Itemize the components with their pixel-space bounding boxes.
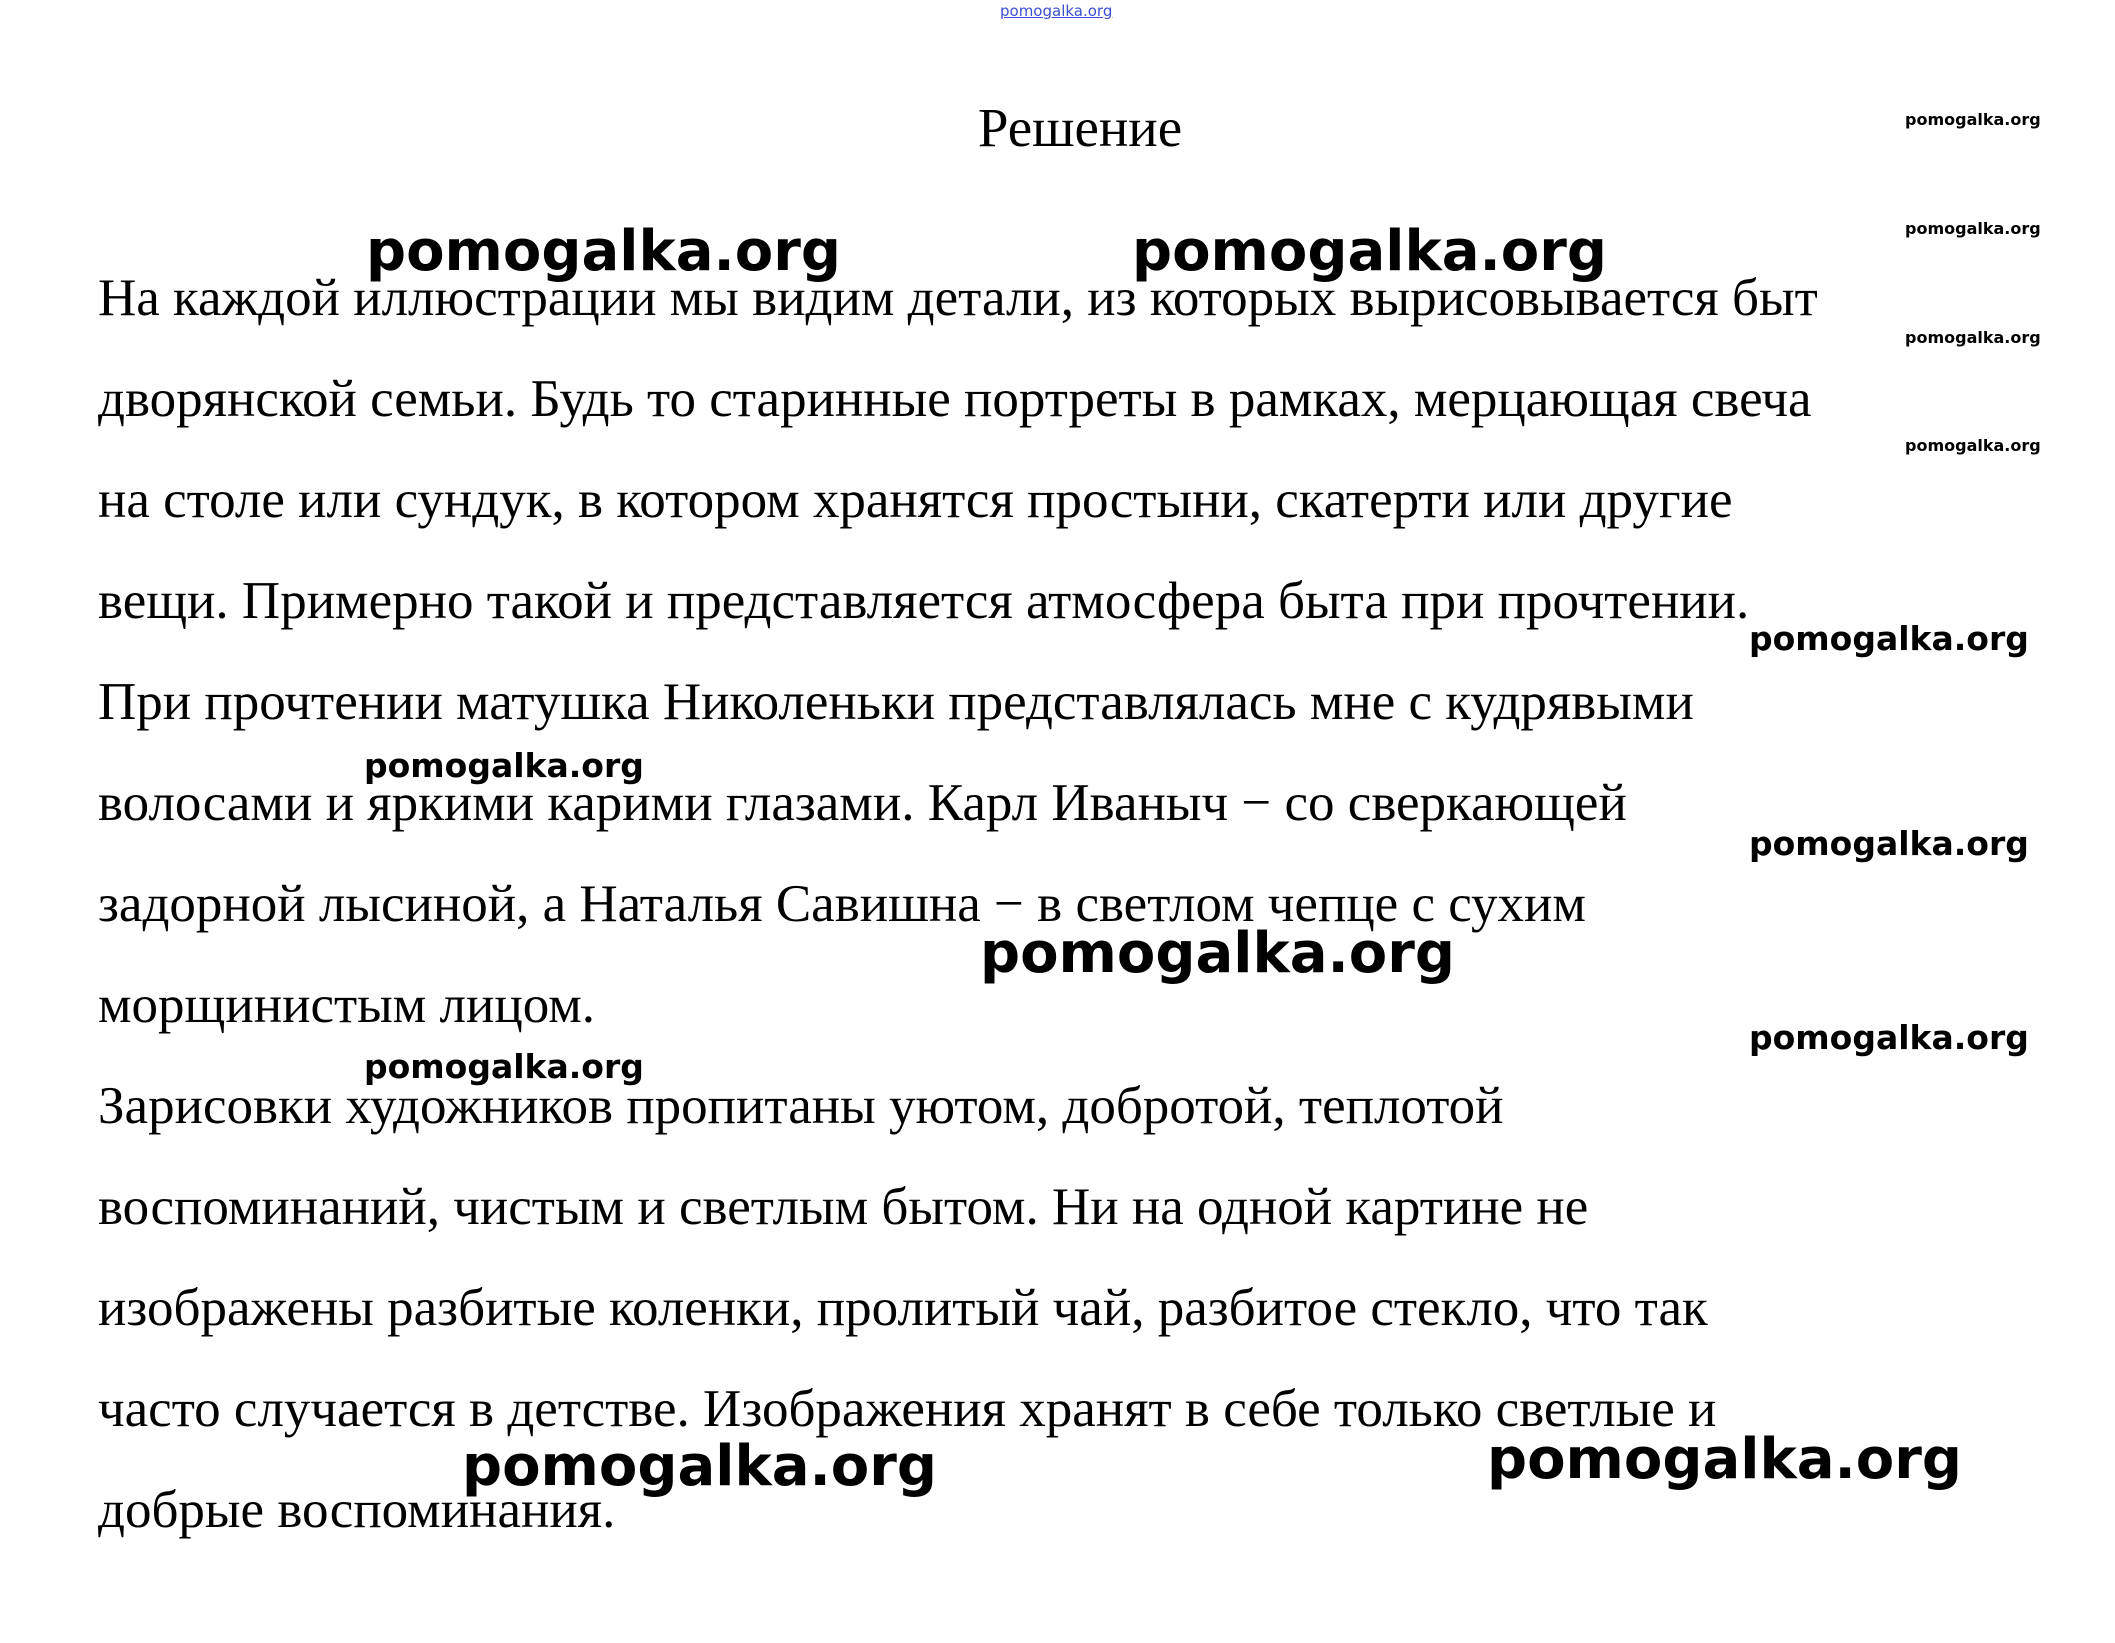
paragraph-line: добрые воспоминания. bbox=[98, 1481, 616, 1539]
paragraph-line: На каждой иллюстрации мы видим детали, из которых вырисовывается быт bbox=[98, 269, 1818, 327]
watermark: pomogalka.org bbox=[462, 1434, 937, 1499]
paragraph-line: задорной лысиной, а Наталья Савишна − в светлом чепце с сухим bbox=[98, 875, 1586, 933]
paragraph-line: часто случается в детстве. Изображения хранят в себе только светлые и bbox=[98, 1380, 1717, 1438]
watermark: pomogalka.org bbox=[1905, 219, 2041, 238]
watermark: pomogalka.org bbox=[980, 921, 1455, 986]
paragraph-line: дворянской семьи. Будь то старинные портреты в рамках, мерцающая свеча bbox=[98, 370, 1812, 428]
watermark: pomogalka.org bbox=[1905, 436, 2041, 455]
watermark: pomogalka.org bbox=[1749, 619, 2029, 658]
watermark: pomogalka.org bbox=[364, 1047, 644, 1086]
watermark: pomogalka.org bbox=[1905, 110, 2041, 129]
watermark: pomogalka.org bbox=[1749, 1018, 2029, 1057]
top-watermark-link[interactable]: pomogalka.org bbox=[1000, 2, 1113, 20]
paragraph-line: морщинистым лицом. bbox=[98, 976, 595, 1034]
watermark: pomogalka.org bbox=[1905, 328, 2041, 347]
watermark: pomogalka.org bbox=[364, 746, 644, 785]
watermark: pomogalka.org bbox=[366, 219, 841, 284]
paragraph-line: изображены разбитые коленки, пролитый чай, разбитое стекло, что так bbox=[98, 1279, 1708, 1337]
paragraph-line: на столе или сундук, в котором хранятся простыни, скатерти или другие bbox=[98, 471, 1733, 529]
paragraph-line: При прочтении матушка Николеньки представлялась мне с кудрявыми bbox=[98, 673, 1694, 731]
watermark: pomogalka.org bbox=[1749, 824, 2029, 863]
watermark: pomogalka.org bbox=[1132, 219, 1607, 284]
page-title: Решение bbox=[977, 97, 1183, 158]
paragraph-line: воспоминаний, чистым и светлым бытом. Ни на одной картине не bbox=[98, 1178, 1589, 1236]
paragraph-line: вещи. Примерно такой и представляется атмосфера быта при прочтении. bbox=[98, 572, 1750, 630]
paragraph-line: Зарисовки художников пропитаны уютом, добротой, теплотой bbox=[98, 1077, 1504, 1135]
paragraph-line: волосами и яркими карими глазами. Карл Иваныч − со сверкающей bbox=[98, 774, 1627, 832]
watermark: pomogalka.org bbox=[1487, 1427, 1962, 1492]
